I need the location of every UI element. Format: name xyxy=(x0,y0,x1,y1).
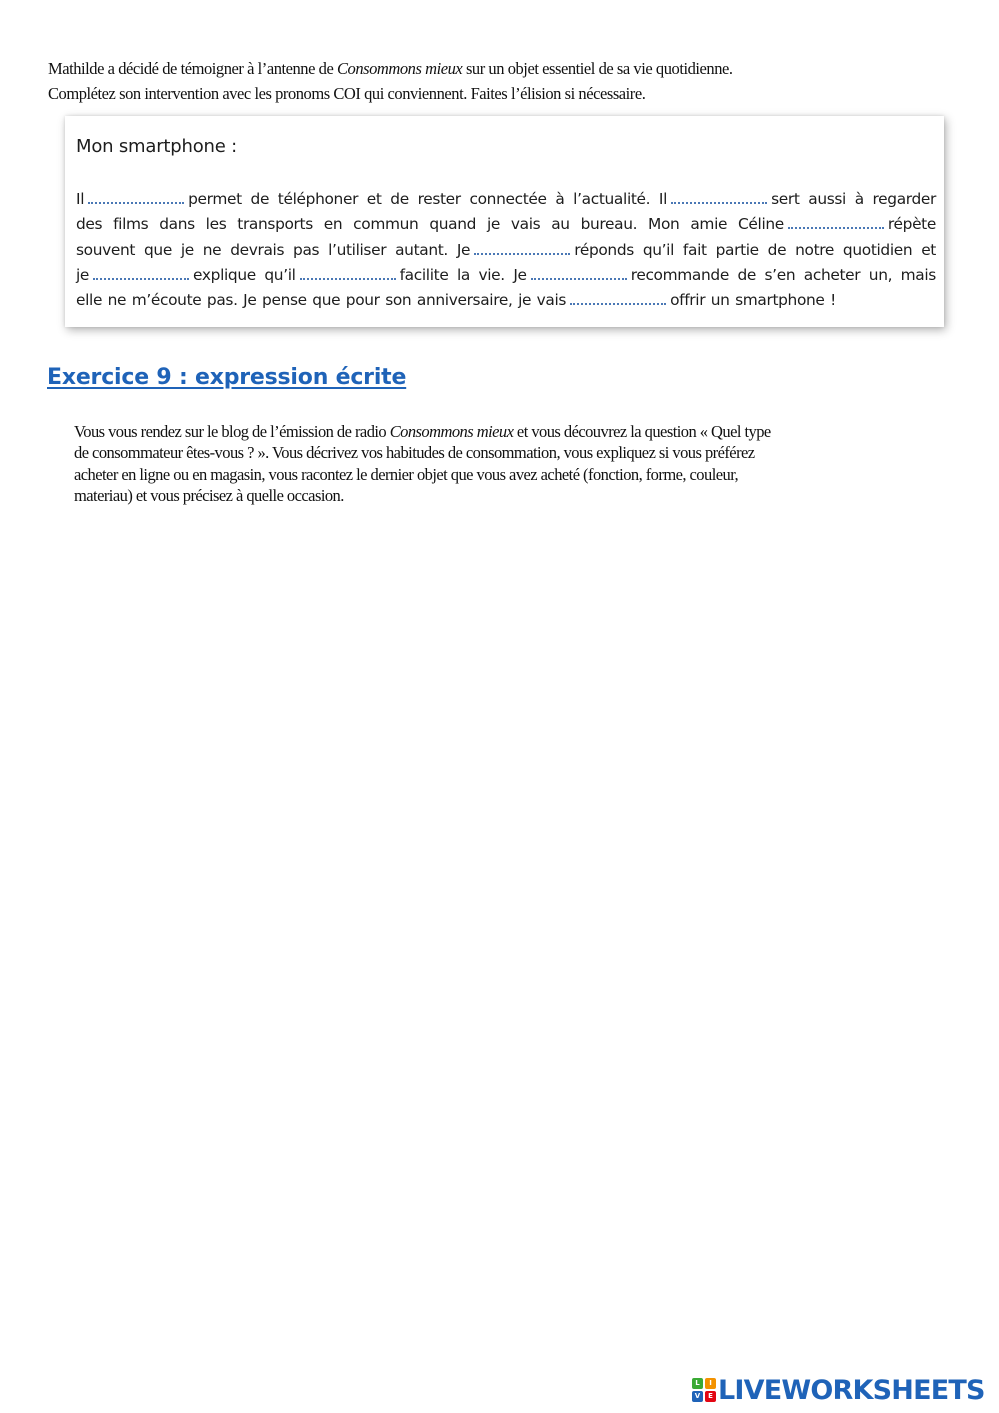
prompt-line-2: de consommateur êtes-vous ? ». Vous décrivez vos habitudes de consommation, vous expliquez si vous préférez xyxy=(74,443,755,463)
show-title: Consommons mieux xyxy=(389,422,514,441)
blank-field[interactable] xyxy=(531,264,627,280)
show-title: Consommons mieux xyxy=(337,59,463,78)
text-line: souvent que je ne devrais pas l’utiliser autant. Je réponds qu’il fait partie de notre quotidien et xyxy=(76,240,936,259)
blank-field[interactable] xyxy=(88,188,184,204)
blank-field[interactable] xyxy=(788,213,884,229)
instructions-line-2: Complétez son intervention avec les pronoms COI qui conviennent. Faites l’élision si nécessaire. xyxy=(48,84,646,103)
text-line: Il permet de téléphoner et de rester connectée à l’actualité. Il sert aussi à regarder xyxy=(76,190,937,208)
text-line: elle ne m’écoute pas. Je pense que pour son anniversaire, je vais offrir un smartphone ! xyxy=(76,291,836,310)
section-heading: Exercice 9 : expression écrite xyxy=(47,365,407,390)
blank-field[interactable] xyxy=(93,264,189,280)
text-line: des films dans les transports en commun quand je vais au bureau. Mon amie Céline répète xyxy=(76,215,936,234)
exercise-text xyxy=(76,187,936,313)
blank-field[interactable] xyxy=(671,188,767,204)
exercise-box xyxy=(65,116,944,327)
instructions-line-1: Mathilde a décidé de témoigner à l’antenne de Consommons mieux sur un objet essentiel de sa vie quotidienne. xyxy=(48,59,733,78)
blank-field[interactable] xyxy=(474,239,570,255)
prompt-line-1: Vous vous rendez sur le blog de l’émission de radio Consommons mieux et vous découvrez la question « Quel type xyxy=(74,422,771,441)
blank-field[interactable] xyxy=(570,289,666,305)
prompt-line-4: materiau) et vous précisez à quelle occasion. xyxy=(74,485,344,505)
logo-text: LIVEWORKSHEETS xyxy=(718,1374,985,1406)
liveworksheets-logo[interactable] xyxy=(692,1374,985,1406)
exercise-box-title: Mon smartphone : xyxy=(76,136,237,157)
text-line: je explique qu’il facilite la vie. Je recommande de s’en acheter un, mais xyxy=(76,265,936,284)
blank-field[interactable] xyxy=(300,264,396,280)
liveworksheets-logo-icon: L I V E xyxy=(692,1378,716,1402)
instructions xyxy=(48,56,948,106)
writing-prompt xyxy=(74,421,944,506)
prompt-line-3: acheter en ligne ou en magasin, vous racontez le dernier objet que vous avez acheté (fonction, forme, couleur, xyxy=(74,464,739,484)
